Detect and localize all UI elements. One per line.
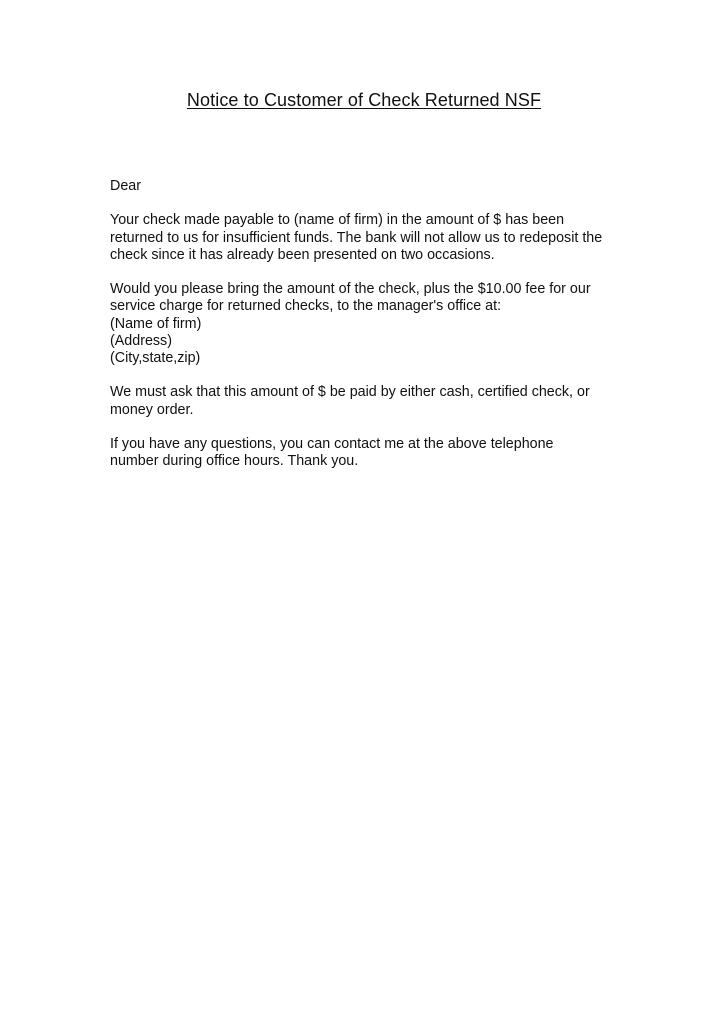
paragraph-line: check since it has already been presented on two occasions. xyxy=(110,246,495,263)
city-state-zip-placeholder: (City,state,zip) xyxy=(110,350,201,366)
paragraph-payment-location xyxy=(110,281,630,367)
paragraph-contact xyxy=(110,436,630,470)
paragraph-line: Your check made payable to (name of firm) in the amount of $ has been xyxy=(110,212,565,229)
paragraph-payment-method xyxy=(110,384,630,418)
address-placeholder: (Address) xyxy=(110,332,172,349)
paragraph-line: If you have any questions, you can contact me at the above telephone xyxy=(110,435,554,452)
firm-name-placeholder: (Name of firm) xyxy=(110,315,202,332)
salutation xyxy=(110,178,630,195)
paragraph-line: Would you please bring the amount of the check, plus the $10.00 fee for our xyxy=(110,281,591,298)
salutation-text: Dear xyxy=(110,178,141,194)
paragraph-line: service charge for returned checks, to the manager's office at: xyxy=(110,298,502,315)
paragraph-line: number during office hours. Thank you. xyxy=(110,453,359,470)
paragraph-line: We must ask that this amount of $ be paid by either cash, certified check, or xyxy=(110,384,590,401)
letter-body xyxy=(110,178,630,488)
paragraph-line: returned to us for insufficient funds. The bank will not allow us to redeposit the xyxy=(110,229,603,246)
paragraph-line: money order. xyxy=(110,401,194,418)
paragraph-returned-check xyxy=(110,212,630,264)
letter-title: Notice to Customer of Check Returned NSF xyxy=(186,90,542,110)
